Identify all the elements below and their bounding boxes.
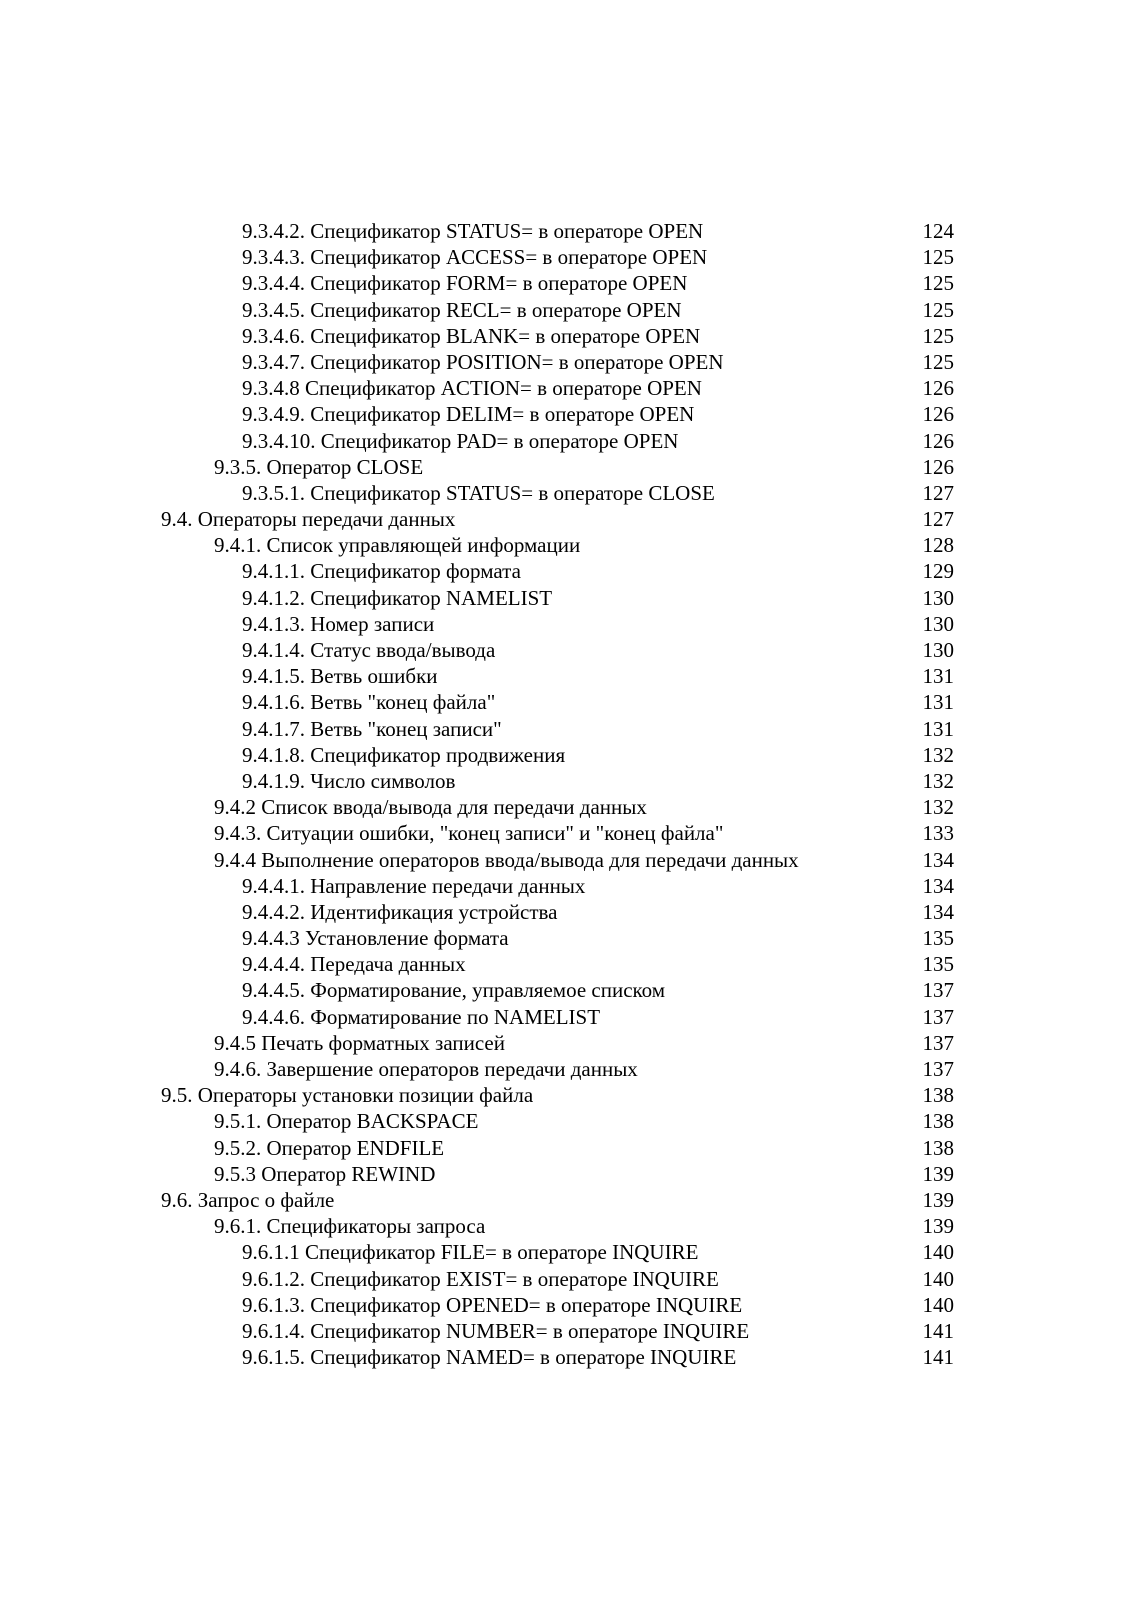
toc-entry-page-number: 124 xyxy=(922,219,954,243)
toc-entry-page-number: 134 xyxy=(922,899,954,924)
toc-entry-page-number: 137 xyxy=(922,978,954,1003)
toc-entry-page-number: 131 xyxy=(922,664,954,689)
toc-entry-page-number: 138 xyxy=(922,1083,954,1108)
toc-entry-page-number: 126 xyxy=(922,402,954,427)
toc-entry xyxy=(0,1344,1131,1370)
toc-entry-title: 9.4.1.4. Статус ввода/вывода xyxy=(242,638,496,662)
toc-entry-title: 9.3.4.7. Спецификатор POSITION= в операторе OPEN xyxy=(242,349,724,374)
toc-entry-title: 9.4.1.2. Спецификатор NAMELIST xyxy=(242,585,553,610)
toc-entry-title: 9.4.1.8. Спецификатор продвижения xyxy=(242,742,566,767)
toc-entry-page-number: 141 xyxy=(922,1318,954,1343)
toc-entry-title: 9.3.4.4. Спецификатор FORM= в операторе OPEN xyxy=(242,271,688,296)
toc-entry xyxy=(0,1135,1131,1161)
toc-entry-page-number: 133 xyxy=(922,821,954,846)
toc-entry-title: 9.4.1.7. Ветвь "конец записи" xyxy=(242,716,502,741)
toc-entry-title: 9.4.2 Список ввода/вывода для передачи данных xyxy=(214,795,647,820)
toc-entry xyxy=(0,454,1131,480)
toc-entry xyxy=(0,1056,1131,1082)
toc-entry-page-number: 127 xyxy=(922,507,954,532)
toc-entry-title: 9.6. Запрос о файле xyxy=(161,1187,335,1212)
toc-entry-page-number: 137 xyxy=(922,1030,954,1055)
toc-entry-page-number: 135 xyxy=(922,926,954,951)
toc-entry-title: 9.3.4.2. Спецификатор STATUS= в операторе OPEN xyxy=(242,219,704,243)
toc-entry xyxy=(0,218,1131,244)
toc-entry-page-number: 127 xyxy=(922,480,954,505)
toc-entry xyxy=(0,716,1131,742)
toc-entry xyxy=(0,375,1131,401)
toc-entry xyxy=(0,558,1131,584)
toc-entry xyxy=(0,1161,1131,1187)
toc-entry xyxy=(0,899,1131,925)
toc-entry-page-number: 125 xyxy=(922,349,954,374)
toc-entry-page-number: 138 xyxy=(922,1135,954,1160)
toc-entry-page-number: 132 xyxy=(922,742,954,767)
toc-entry xyxy=(0,1266,1131,1292)
toc-entry-title: 9.4.4.2. Идентификация устройства xyxy=(242,899,558,924)
toc-entry-title: 9.5. Операторы установки позиции файла xyxy=(161,1083,534,1108)
toc-entry-page-number: 141 xyxy=(922,1345,954,1370)
toc-entry xyxy=(0,611,1131,637)
toc-entry-page-number: 125 xyxy=(922,245,954,270)
toc-entry xyxy=(0,1318,1131,1344)
toc-entry xyxy=(0,1030,1131,1056)
toc-entry xyxy=(0,1213,1131,1239)
toc-entry-page-number: 125 xyxy=(922,271,954,296)
toc-entry xyxy=(0,925,1131,951)
toc-entry-page-number: 140 xyxy=(922,1292,954,1317)
toc-entry xyxy=(0,1239,1131,1265)
toc-entry xyxy=(0,951,1131,977)
toc-entry-title: 9.3.4.6. Спецификатор BLANK= в операторе OPEN xyxy=(242,323,701,348)
toc-entry-page-number: 132 xyxy=(922,795,954,820)
toc-entry xyxy=(0,506,1131,532)
toc-entry-page-number: 140 xyxy=(922,1266,954,1291)
toc-entry-page-number: 130 xyxy=(922,585,954,610)
toc-entry xyxy=(0,323,1131,349)
toc-entry-page-number: 137 xyxy=(922,1004,954,1029)
toc-entry-title: 9.4.4 Выполнение операторов ввода/вывода для передачи данных xyxy=(214,847,799,872)
toc-entry-page-number: 139 xyxy=(922,1187,954,1212)
toc-entry-title: 9.6.1.2. Спецификатор EXIST= в операторе INQUIRE xyxy=(242,1266,719,1291)
toc-entry xyxy=(0,1187,1131,1213)
toc-entry xyxy=(0,663,1131,689)
toc-entry-title: 9.6.1.5. Спецификатор NAMED= в операторе INQUIRE xyxy=(242,1345,737,1370)
toc-entry-title: 9.4.4.6. Форматирование по NAMELIST xyxy=(242,1004,601,1029)
toc-entry-title: 9.4.1. Список управляющей информации xyxy=(214,533,581,558)
table-of-contents xyxy=(0,218,1131,1370)
toc-entry-title: 9.4.1.5. Ветвь ошибки xyxy=(242,664,438,689)
toc-entry xyxy=(0,244,1131,270)
toc-entry-title: 9.4.4.3 Установление формата xyxy=(242,926,509,951)
toc-entry xyxy=(0,637,1131,663)
toc-entry-title: 9.3.4.9. Спецификатор DELIM= в операторе OPEN xyxy=(242,402,695,427)
toc-entry-page-number: 138 xyxy=(922,1109,954,1134)
toc-entry-title: 9.4.6. Завершение операторов передачи данных xyxy=(214,1057,638,1081)
toc-entry xyxy=(0,977,1131,1003)
toc-entry-title: 9.4.1.3. Номер записи xyxy=(242,611,435,636)
toc-entry xyxy=(0,820,1131,846)
toc-entry xyxy=(0,532,1131,558)
toc-entry-title: 9.4. Операторы передачи данных xyxy=(161,507,456,532)
toc-entry xyxy=(0,768,1131,794)
toc-entry-page-number: 137 xyxy=(922,1057,954,1081)
toc-entry-page-number: 140 xyxy=(922,1240,954,1265)
toc-entry-title: 9.6.1.3. Спецификатор OPENED= в операторе INQUIRE xyxy=(242,1292,743,1317)
toc-entry xyxy=(0,847,1131,873)
toc-entry-title: 9.5.2. Оператор ENDFILE xyxy=(214,1135,445,1160)
toc-entry-page-number: 125 xyxy=(922,323,954,348)
toc-entry-page-number: 125 xyxy=(922,297,954,322)
toc-entry xyxy=(0,1292,1131,1318)
toc-entry-page-number: 128 xyxy=(922,533,954,558)
toc-entry-page-number: 130 xyxy=(922,611,954,636)
toc-entry-title: 9.4.4.4. Передача данных xyxy=(242,952,466,977)
toc-entry-page-number: 139 xyxy=(922,1214,954,1239)
toc-entry xyxy=(0,794,1131,820)
toc-entry-title: 9.4.1.9. Число символов xyxy=(242,768,456,793)
toc-entry-title: 9.3.4.3. Спецификатор ACCESS= в операторе OPEN xyxy=(242,245,708,270)
toc-entry xyxy=(0,349,1131,375)
toc-entry-page-number: 139 xyxy=(922,1161,954,1186)
toc-entry xyxy=(0,1108,1131,1134)
toc-entry-title: 9.3.5.1. Спецификатор STATUS= в операторе CLOSE xyxy=(242,480,715,505)
toc-entry-page-number: 131 xyxy=(922,716,954,741)
toc-entry-title: 9.4.1.1. Спецификатор формата xyxy=(242,559,521,584)
toc-entry-title: 9.3.5. Оператор CLOSE xyxy=(214,454,424,479)
toc-entry-title: 9.4.1.6. Ветвь "конец файла" xyxy=(242,690,496,715)
toc-entry-title: 9.3.4.5. Спецификатор RECL= в операторе OPEN xyxy=(242,297,682,322)
toc-entry-title: 9.6.1. Спецификаторы запроса xyxy=(214,1214,486,1239)
toc-entry-page-number: 129 xyxy=(922,559,954,584)
toc-entry xyxy=(0,873,1131,899)
toc-entry-title: 9.5.1. Оператор BACKSPACE xyxy=(214,1109,479,1134)
toc-entry xyxy=(0,1082,1131,1108)
toc-entry xyxy=(0,428,1131,454)
toc-entry-page-number: 126 xyxy=(922,428,954,453)
toc-entry xyxy=(0,585,1131,611)
toc-entry-page-number: 130 xyxy=(922,638,954,662)
toc-entry xyxy=(0,480,1131,506)
toc-entry-page-number: 126 xyxy=(922,376,954,401)
toc-entry-page-number: 126 xyxy=(922,454,954,479)
toc-entry-title: 9.4.4.5. Форматирование, управляемое списком xyxy=(242,978,666,1003)
toc-entry-title: 9.4.4.1. Направление передачи данных xyxy=(242,873,586,898)
toc-entry xyxy=(0,297,1131,323)
toc-entry-title: 9.6.1.1 Спецификатор FILE= в операторе INQUIRE xyxy=(242,1240,699,1265)
toc-entry-page-number: 131 xyxy=(922,690,954,715)
toc-entry-title: 9.3.4.10. Спецификатор PAD= в операторе OPEN xyxy=(242,428,679,453)
toc-entry xyxy=(0,689,1131,715)
toc-entry-page-number: 132 xyxy=(922,768,954,793)
toc-entry-page-number: 134 xyxy=(922,873,954,898)
toc-entry-title: 9.5.3 Оператор REWIND xyxy=(214,1161,436,1186)
toc-entry-title: 9.4.5 Печать форматных записей xyxy=(214,1030,505,1055)
toc-entry-title: 9.4.3. Ситуации ошибки, "конец записи" и "конец файла" xyxy=(214,821,724,846)
toc-entry-title: 9.6.1.4. Спецификатор NUMBER= в операторе INQUIRE xyxy=(242,1318,750,1343)
toc-entry xyxy=(0,401,1131,427)
toc-entry-page-number: 135 xyxy=(922,952,954,977)
toc-entry-title: 9.3.4.8 Спецификатор ACTION= в операторе OPEN xyxy=(242,376,702,401)
toc-entry xyxy=(0,742,1131,768)
toc-entry-page-number: 134 xyxy=(922,847,954,872)
toc-entry xyxy=(0,1004,1131,1030)
toc-entry xyxy=(0,270,1131,296)
